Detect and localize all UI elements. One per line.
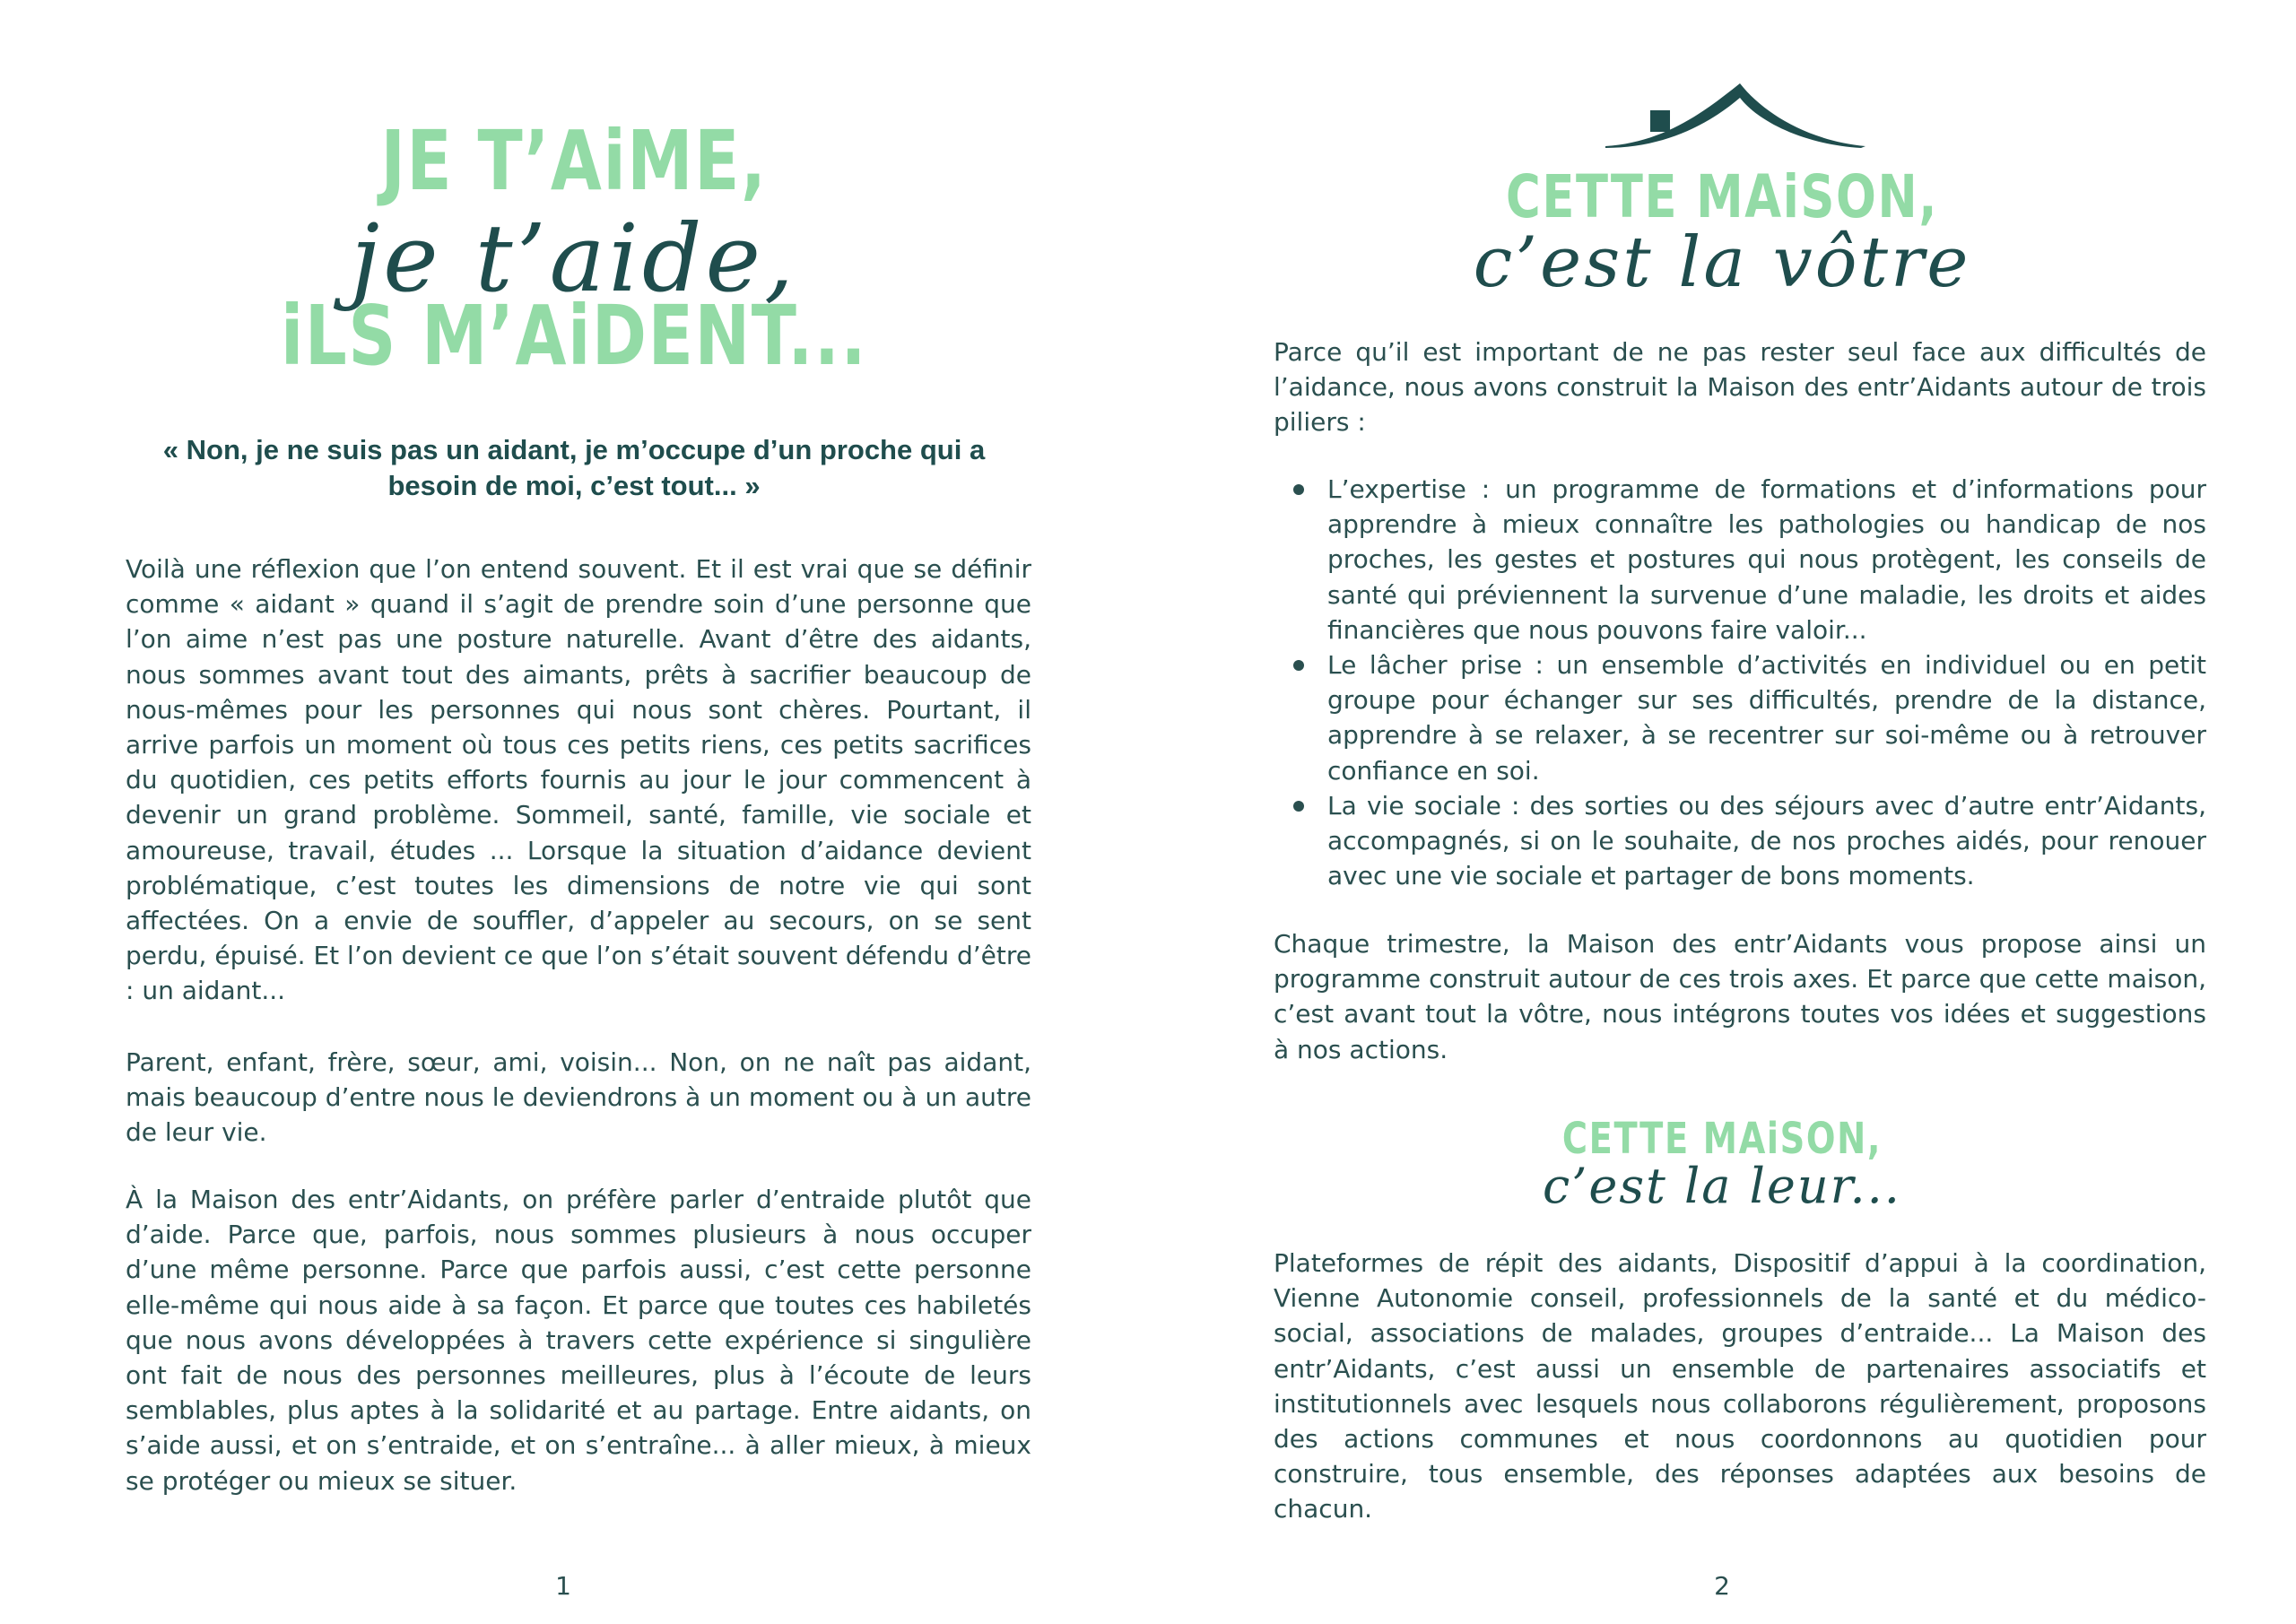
pull-quote: « Non, je ne suis pas un aidant, je m’occupe d’un proche qui a besoin de moi, c’est tout... »	[162, 434, 986, 501]
left-title-line3: iLS M’AiDENT...	[280, 288, 868, 384]
left-paragraph-1: Voilà une réflexion que l’on entend souvent. Et il est vrai que se définir comme « aidant » quand il s’agit de prendre soin d’une personne que l’on aime n’est pas une posture naturelle. Avant d’être des aidants, nous sommes avant tout des aimants, prêts à sacrifier beaucoup de nous-mêmes pour les personnes qui nous sont chères. Pourtant, il arrive parfois un moment où tous ces petits riens, ces petits sacrifices du quotidien, ces petits efforts fournis au jour le jour commencent à devenir un grand problème. Sommeil, santé, famille, vie sociale et amoureuse, travail, études ... Lorsque la situation d’aidance devient problématique, c’est toutes les dimensions de notre vie qui sont affectées. On a envie de souffler, d’appeler au secours, on se sent perdu, épuisé. Et l’on devient ce que l’on s’était souvent défendu d’être : un aidant...	[126, 554, 1031, 1006]
left-paragraph-3: À la Maison des entr’Aidants, on préfère parler d’entraide plutôt que d’aide. Parce que, parfois, nous sommes plusieurs à nous occuper d’une même personne. Parce que parfois aussi, c’est cette personne elle-même qui nous aide à sa façon. Et parce que toutes ces habiletés que nous avons développées à travers cette expérience si singulière ont fait de nous des personnes meilleures, plus à l’écoute de leurs semblables, plus aptes à la solidarité et au partage. Entre aidants, on s’aide aussi, et on s’entraide, et on s’entraîne... à aller mieux, à mieux se protéger ou mieux se situer.	[126, 1185, 1031, 1496]
house-roof-icon	[1601, 76, 1870, 152]
right-subtitle-line1: CETTE MAiSON,	[1561, 1114, 1883, 1164]
pillar-item	[1274, 472, 2206, 647]
bullet-icon	[1293, 801, 1304, 812]
pillar-text: Le lâcher prise : un ensemble d’activités en individuel ou en petit groupe pour échanger sur ses difficultés, prendre de la distance, apprendre à se relaxer, à se recentrer sur soi-même ou à retrouver confiance en soi.	[1327, 650, 2206, 786]
page-number-1: 1	[555, 1571, 571, 1601]
pillar-text: La vie sociale : des sorties ou des séjours avec d’autre entr’Aidants, accompagnés, si on le souhaite, de nos proches aidés, pour renouer avec une vie sociale et partager de bons moments.	[1327, 790, 2206, 891]
pillars-list	[1274, 472, 2206, 893]
pillar-text: L’expertise : un programme de formations et d’informations pour apprendre à mieux connaître les pathologies ou handicap de nos proches, les gestes et postures qui nous protègent, les conseils de santé qui préviennent la survenue d’une maladie, les droits et aides financières que nous pouvons faire valoir...	[1327, 474, 2206, 645]
right-intro-paragraph: Parce qu’il est important de ne pas rester seul face aux difficultés de l’aidance, nous avons construit la Maison des entr’Aidants autour de trois piliers :	[1274, 337, 2206, 438]
pillar-item	[1274, 647, 2206, 788]
right-paragraph-2: Chaque trimestre, la Maison des entr’Aidants vous propose ainsi un programme construit autour de ces trois axes. Et parce que cette maison, c’est avant tout la vôtre, nous intégrons toutes vos idées et suggestions à nos actions.	[1274, 929, 2206, 1064]
left-title-line1: JE T’AiME,	[380, 113, 768, 209]
bullet-icon	[1293, 660, 1304, 671]
page-number-2: 2	[1714, 1571, 1730, 1601]
right-page	[1148, 0, 2296, 1624]
right-subtitle-line2: c’est la leur...	[1543, 1158, 1901, 1214]
right-title-line2: c’est la vôtre	[1473, 222, 1971, 303]
left-paragraph-2: Parent, enfant, frère, sœur, ami, voisin... Non, on ne naît pas aidant, mais beaucoup d’entre nous le deviendrons à un moment ou à un autre de leur vie.	[126, 1047, 1031, 1148]
bullet-icon	[1293, 484, 1304, 495]
right-title-line1: CETTE MAiSON,	[1506, 162, 1938, 231]
pillar-item	[1274, 788, 2206, 894]
right-paragraph-3: Plateformes de répit des aidants, Dispositif d’appui à la coordination, Vienne Autonomie conseil, professionnels de la santé et du médico-social, associations de malades, groupes d’entraide... La Maison des entr’Aidants, c’est aussi un ensemble de partenaires associatifs et institutionnels avec lesquels nous collaborons régulièrement, proposons des actions communes et nous coordonnons au quotidien pour construire, tous ensemble, des réponses adaptées aux besoins de chacun.	[1274, 1248, 2206, 1524]
left-title-line2: je t’aide,	[350, 204, 798, 313]
